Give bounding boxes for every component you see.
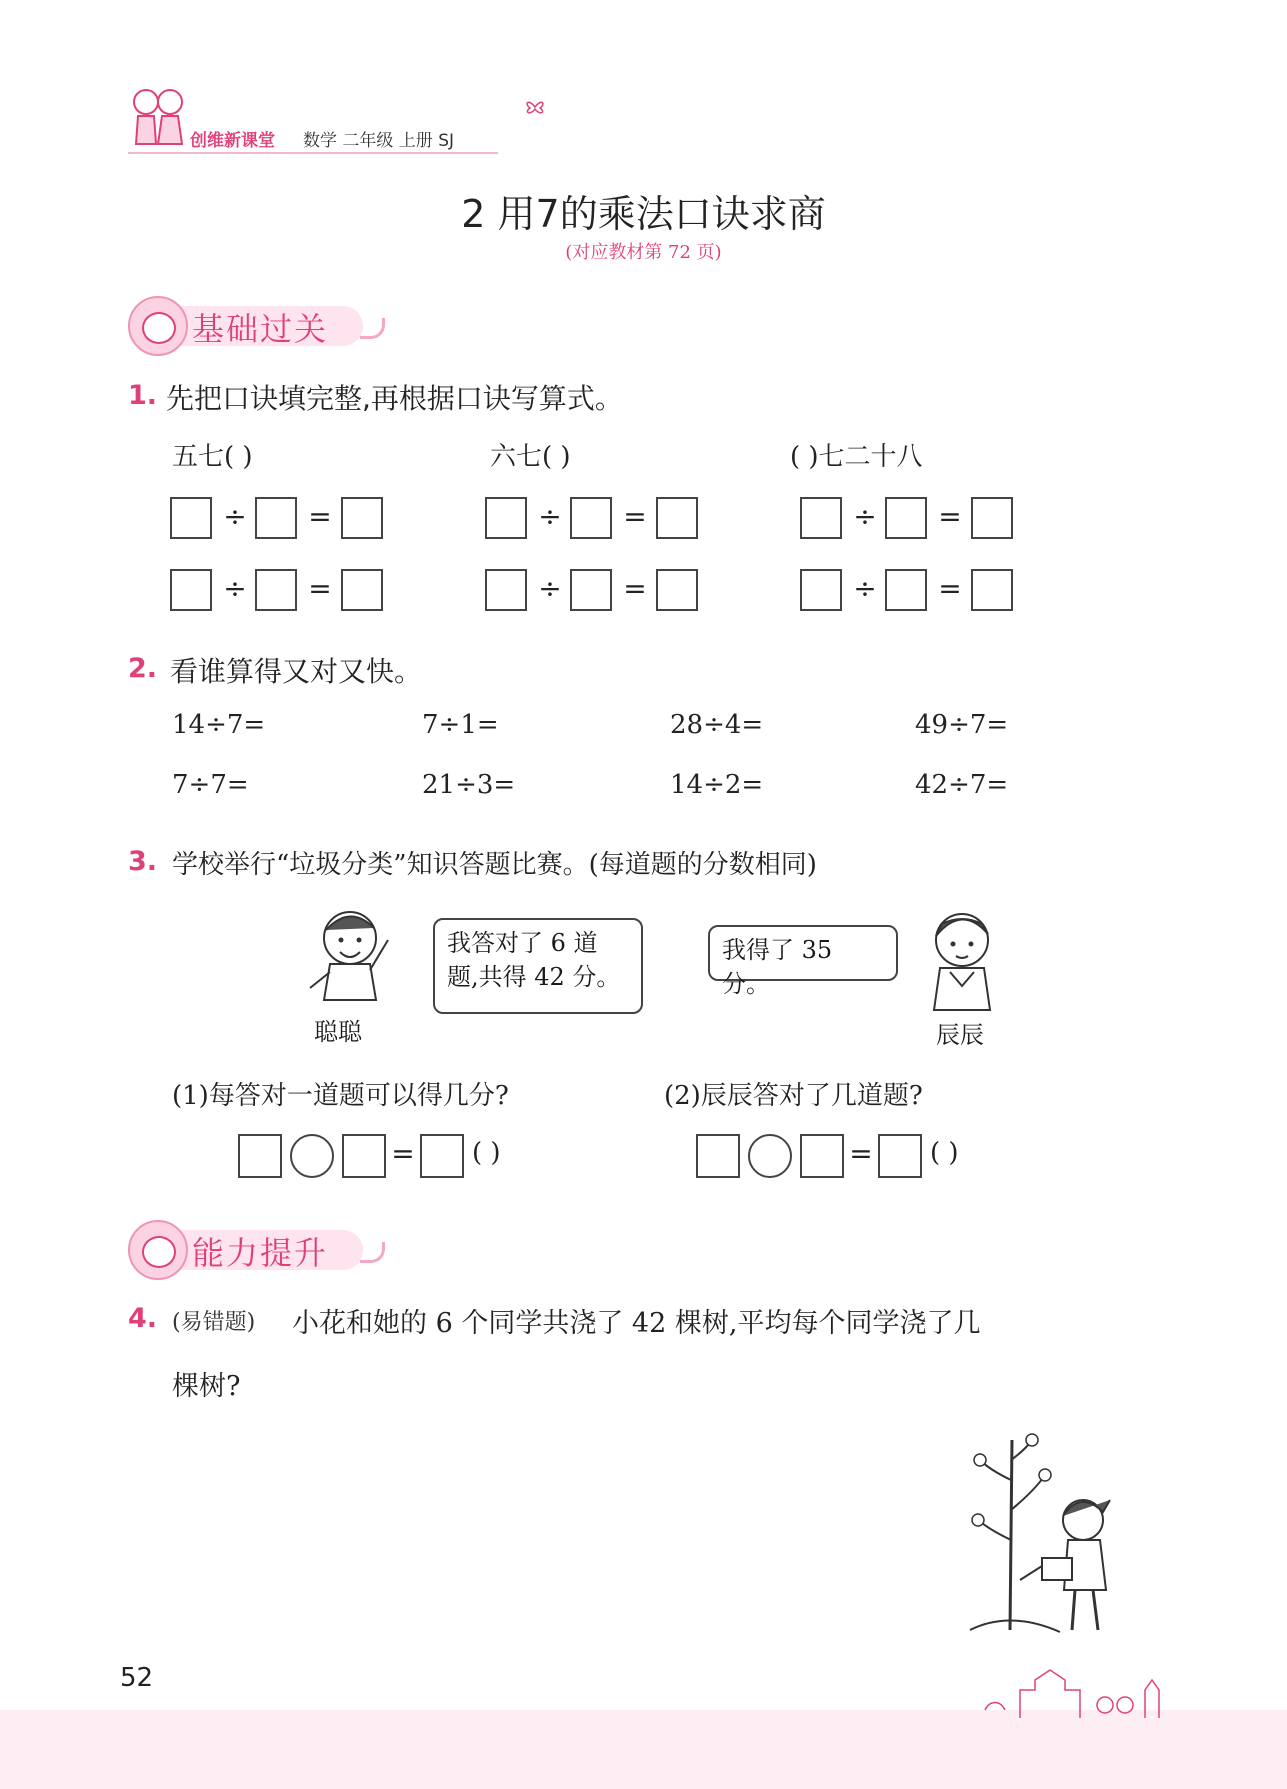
name-congcong: 聪聪 (314, 1018, 362, 1046)
answer-box[interactable] (341, 497, 383, 539)
mascot-icon (128, 1220, 188, 1280)
boy-congcong-illustration (300, 900, 410, 1020)
unit-paren[interactable]: ( ) (930, 1138, 959, 1168)
answer-box[interactable] (485, 569, 527, 611)
q2-item: 21÷3= (422, 770, 516, 800)
header-kids-illustration (128, 84, 188, 154)
q2-text: 看谁算得又对又快。 (170, 655, 423, 688)
mascot-icon (128, 296, 188, 356)
answer-box[interactable] (342, 1134, 386, 1178)
answer-box[interactable] (485, 497, 527, 539)
equals-sign: = (308, 572, 332, 605)
equals-sign: = (308, 500, 332, 533)
header-subject: 数学 二年级 上册 SJ (303, 131, 455, 151)
header-divider (128, 152, 498, 154)
answer-box[interactable] (800, 569, 842, 611)
answer-box[interactable] (570, 569, 612, 611)
section-title-basic: 基础过关 (192, 310, 329, 348)
girl-watering-tree-illustration (960, 1420, 1140, 1645)
header-brand: 创维新课堂 (190, 131, 275, 151)
q2-item: 14÷2= (670, 770, 764, 800)
answer-box[interactable] (255, 497, 297, 539)
equals-sign: = (623, 500, 647, 533)
operator-circle[interactable] (748, 1134, 792, 1178)
footer-band (0, 1710, 1287, 1789)
q3-sub1: (1)每答对一道题可以得几分? (172, 1081, 509, 1111)
q1-rhyme-1: 五七( ) (172, 442, 253, 472)
q3-number: 3. (128, 846, 158, 877)
q2-item: 7÷7= (172, 770, 249, 800)
equals-sign: = (849, 1137, 873, 1170)
divide-sign: ÷ (853, 500, 877, 533)
answer-box[interactable] (255, 569, 297, 611)
divide-sign: ÷ (223, 500, 247, 533)
boy-chenchen-illustration (912, 900, 1012, 1020)
answer-box[interactable] (800, 1134, 844, 1178)
divide-sign: ÷ (853, 572, 877, 605)
answer-box[interactable] (800, 497, 842, 539)
q3-text: 学校举行“垃圾分类”知识答题比赛。(每道题的分数相同) (172, 850, 817, 880)
divide-sign: ÷ (223, 572, 247, 605)
name-chenchen: 辰辰 (936, 1021, 984, 1049)
divide-sign: ÷ (538, 572, 562, 605)
equals-sign: = (623, 572, 647, 605)
q2-item: 42÷7= (915, 770, 1009, 800)
answer-box[interactable] (170, 497, 212, 539)
speech-bubble-congcong (433, 918, 643, 1014)
answer-box[interactable] (971, 569, 1013, 611)
q3-sub2: (2)辰辰答对了几道题? (664, 1081, 923, 1111)
bubble-congcong-line2: 题,共得 42 分。 (447, 963, 621, 991)
answer-box[interactable] (341, 569, 383, 611)
answer-box[interactable] (971, 497, 1013, 539)
equals-sign: = (938, 500, 962, 533)
footer-castle-decoration (980, 1650, 1180, 1720)
answer-box[interactable] (570, 497, 612, 539)
section-title-advanced: 能力提升 (192, 1234, 329, 1272)
operator-circle[interactable] (290, 1134, 334, 1178)
answer-box[interactable] (696, 1134, 740, 1178)
q4-number: 4. (128, 1303, 158, 1334)
q2-item: 28÷4= (670, 710, 764, 740)
q2-item: 49÷7= (915, 710, 1009, 740)
answer-box[interactable] (238, 1134, 282, 1178)
section-banner-advanced (128, 1220, 378, 1278)
q2-item: 7÷1= (422, 710, 499, 740)
answer-box[interactable] (420, 1134, 464, 1178)
q1-rhyme-3: ( )七二十八 (790, 442, 923, 472)
q1-text: 先把口诀填完整,再根据口诀写算式。 (166, 382, 623, 415)
q4-line2: 棵树? (172, 1371, 241, 1402)
answer-box[interactable] (656, 569, 698, 611)
unit-paren[interactable]: ( ) (472, 1138, 501, 1168)
answer-box[interactable] (170, 569, 212, 611)
divide-sign: ÷ (538, 500, 562, 533)
equals-sign: = (938, 572, 962, 605)
q2-item: 14÷7= (172, 710, 266, 740)
equals-sign: = (391, 1137, 415, 1170)
section-banner-basic (128, 296, 378, 354)
q2-number: 2. (128, 653, 158, 684)
answer-box[interactable] (878, 1134, 922, 1178)
page-number: 52 (120, 1663, 154, 1693)
answer-box[interactable] (885, 497, 927, 539)
page-title: 2 用7的乘法口诀求商 (461, 192, 826, 236)
q4-line1: 小花和她的 6 个同学共浇了 42 棵树,平均每个同学浇了几 (292, 1308, 981, 1339)
butterfly-icon (524, 98, 546, 116)
bubble-congcong-line1: 我答对了 6 道 (447, 929, 598, 957)
speech-bubble-chenchen (708, 925, 898, 998)
q1-number: 1. (128, 380, 158, 411)
answer-box[interactable] (885, 569, 927, 611)
q4-prefix: (易错题) (172, 1310, 256, 1335)
bubble-chenchen-text: 我得了 35 分。 (722, 936, 833, 998)
page-subtitle: (对应教材第 72 页) (565, 242, 722, 263)
q1-rhyme-2: 六七( ) (490, 442, 571, 472)
answer-box[interactable] (656, 497, 698, 539)
